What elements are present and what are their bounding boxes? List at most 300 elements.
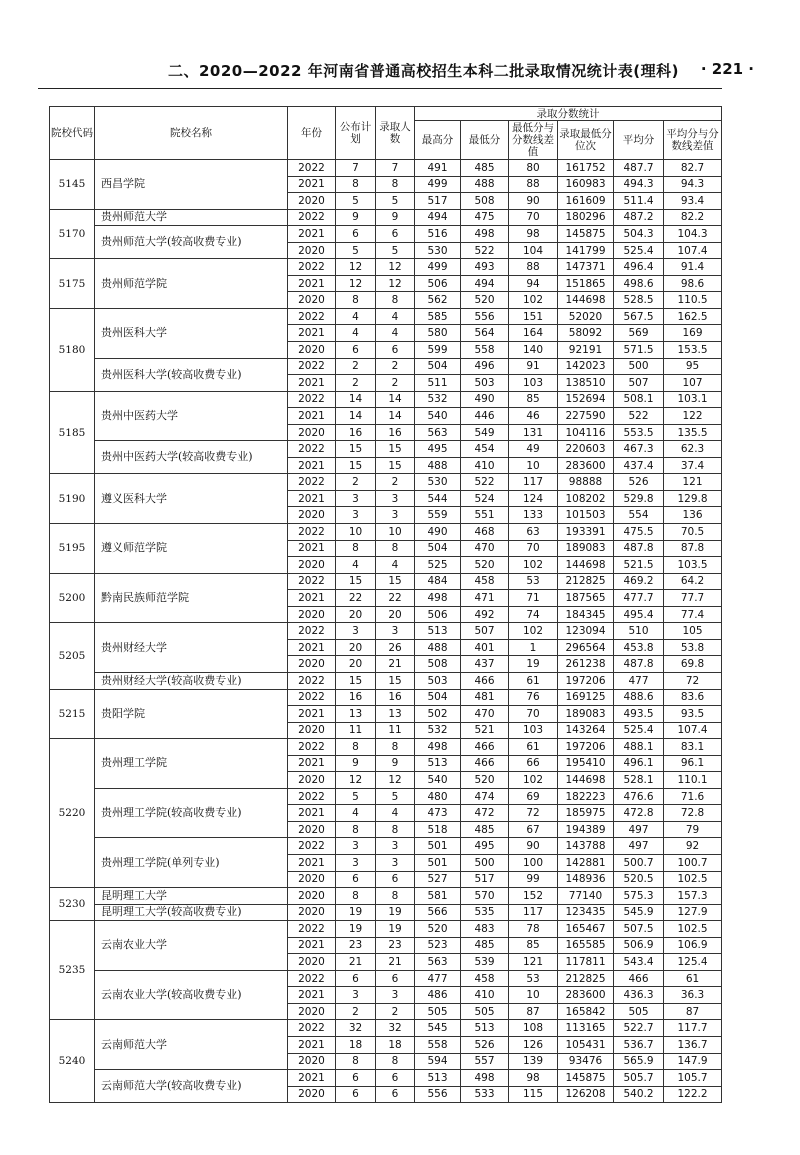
highest-cell: 532: [415, 722, 461, 739]
year-cell: 2021: [288, 755, 336, 772]
lowest-rank-cell: 138510: [558, 375, 614, 392]
admitted-cell: 15: [376, 457, 415, 474]
lowest-rank-cell: 108202: [558, 490, 614, 507]
average-cell: 520.5: [614, 871, 664, 888]
lowest-diff-cell: 164: [509, 325, 558, 342]
lowest-diff-cell: 49: [509, 441, 558, 458]
avg-diff-cell: 100.7: [664, 854, 722, 871]
lowest-cell: 498: [461, 226, 509, 243]
school-name-cell: 贵州中医药大学(较高收费专业): [95, 441, 288, 474]
highest-cell: 523: [415, 937, 461, 954]
admitted-cell: 8: [376, 888, 415, 905]
avg-diff-cell: 61: [664, 970, 722, 987]
lowest-diff-cell: 121: [509, 954, 558, 971]
lowest-cell: 521: [461, 722, 509, 739]
highest-cell: 566: [415, 904, 461, 921]
avg-diff-cell: 83.6: [664, 689, 722, 706]
highest-cell: 501: [415, 854, 461, 871]
highest-cell: 556: [415, 1086, 461, 1103]
year-cell: 2021: [288, 1036, 336, 1053]
lowest-diff-cell: 117: [509, 474, 558, 491]
lowest-cell: 570: [461, 888, 509, 905]
admitted-cell: 8: [376, 292, 415, 309]
year-cell: 2022: [288, 788, 336, 805]
avg-diff-cell: 107.4: [664, 722, 722, 739]
lowest-cell: 490: [461, 391, 509, 408]
average-cell: 496.4: [614, 259, 664, 276]
lowest-diff-cell: 85: [509, 937, 558, 954]
lowest-rank-cell: 193391: [558, 524, 614, 541]
plan-cell: 6: [336, 970, 376, 987]
year-cell: 2021: [288, 457, 336, 474]
admitted-cell: 32: [376, 1020, 415, 1037]
table-row: [50, 308, 722, 325]
plan-cell: 3: [336, 490, 376, 507]
admitted-cell: 3: [376, 838, 415, 855]
admitted-cell: 4: [376, 325, 415, 342]
table-row: [50, 209, 722, 226]
lowest-cell: 535: [461, 904, 509, 921]
average-cell: 528.1: [614, 772, 664, 789]
year-cell: 2022: [288, 391, 336, 408]
year-cell: 2022: [288, 259, 336, 276]
col-header-lowest-diff: 最低分与分数线差值: [509, 121, 558, 160]
lowest-rank-cell: 126208: [558, 1086, 614, 1103]
lowest-diff-cell: 133: [509, 507, 558, 524]
average-cell: 567.5: [614, 308, 664, 325]
avg-diff-cell: 79: [664, 821, 722, 838]
table-row: [50, 259, 722, 276]
year-cell: 2022: [288, 308, 336, 325]
plan-cell: 13: [336, 706, 376, 723]
year-cell: 2021: [288, 854, 336, 871]
year-cell: 2022: [288, 441, 336, 458]
school-code-cell: 5200: [50, 573, 95, 623]
year-cell: 2020: [288, 424, 336, 441]
school-code-cell: 5240: [50, 1020, 95, 1103]
highest-cell: 563: [415, 954, 461, 971]
average-cell: 487.7: [614, 160, 664, 177]
lowest-cell: 471: [461, 590, 509, 607]
lowest-diff-cell: 72: [509, 805, 558, 822]
avg-diff-cell: 71.6: [664, 788, 722, 805]
admitted-cell: 4: [376, 308, 415, 325]
year-cell: 2022: [288, 739, 336, 756]
lowest-diff-cell: 71: [509, 590, 558, 607]
year-cell: 2021: [288, 987, 336, 1004]
year-cell: 2020: [288, 242, 336, 259]
admitted-cell: 21: [376, 656, 415, 673]
avg-diff-cell: 64.2: [664, 573, 722, 590]
admitted-cell: 11: [376, 722, 415, 739]
admitted-cell: 18: [376, 1036, 415, 1053]
average-cell: 553.5: [614, 424, 664, 441]
col-header-plan: 公布计划: [336, 107, 376, 160]
admitted-cell: 5: [376, 788, 415, 805]
highest-cell: 484: [415, 573, 461, 590]
school-name-cell: 贵州师范大学(较高收费专业): [95, 226, 288, 259]
lowest-diff-cell: 53: [509, 573, 558, 590]
avg-diff-cell: 72.8: [664, 805, 722, 822]
table-row: [50, 904, 722, 921]
lowest-diff-cell: 151: [509, 308, 558, 325]
plan-cell: 15: [336, 441, 376, 458]
lowest-cell: 551: [461, 507, 509, 524]
average-cell: 469.2: [614, 573, 664, 590]
school-code-cell: 5185: [50, 391, 95, 474]
highest-cell: 494: [415, 209, 461, 226]
highest-cell: 530: [415, 242, 461, 259]
lowest-cell: 505: [461, 1003, 509, 1020]
school-name-cell: 云南师范大学(较高收费专业): [95, 1070, 288, 1103]
lowest-diff-cell: 140: [509, 342, 558, 359]
plan-cell: 9: [336, 755, 376, 772]
lowest-diff-cell: 131: [509, 424, 558, 441]
plan-cell: 8: [336, 821, 376, 838]
admitted-cell: 26: [376, 639, 415, 656]
admitted-cell: 8: [376, 821, 415, 838]
avg-diff-cell: 77.4: [664, 606, 722, 623]
plan-cell: 3: [336, 987, 376, 1004]
year-cell: 2021: [288, 540, 336, 557]
school-name-cell: 贵州医科大学: [95, 308, 288, 358]
lowest-rank-cell: 92191: [558, 342, 614, 359]
lowest-rank-cell: 143788: [558, 838, 614, 855]
plan-cell: 8: [336, 540, 376, 557]
avg-diff-cell: 87.8: [664, 540, 722, 557]
lowest-diff-cell: 102: [509, 772, 558, 789]
year-cell: 2022: [288, 358, 336, 375]
lowest-rank-cell: 212825: [558, 970, 614, 987]
admitted-cell: 6: [376, 1086, 415, 1103]
col-header-code: 院校代码: [50, 107, 95, 160]
year-cell: 2020: [288, 193, 336, 210]
admitted-cell: 15: [376, 441, 415, 458]
lowest-diff-cell: 102: [509, 623, 558, 640]
admitted-cell: 3: [376, 490, 415, 507]
year-cell: 2021: [288, 937, 336, 954]
table-row: [50, 1070, 722, 1087]
table-row: [50, 226, 722, 243]
highest-cell: 508: [415, 656, 461, 673]
lowest-diff-cell: 88: [509, 176, 558, 193]
highest-cell: 491: [415, 160, 461, 177]
average-cell: 505.7: [614, 1070, 664, 1087]
plan-cell: 8: [336, 292, 376, 309]
school-name-cell: 云南农业大学(较高收费专业): [95, 970, 288, 1020]
avg-diff-cell: 135.5: [664, 424, 722, 441]
table-row: [50, 739, 722, 756]
average-cell: 571.5: [614, 342, 664, 359]
average-cell: 504.3: [614, 226, 664, 243]
year-cell: 2022: [288, 573, 336, 590]
lowest-cell: 446: [461, 408, 509, 425]
average-cell: 487.8: [614, 656, 664, 673]
plan-cell: 4: [336, 805, 376, 822]
admitted-cell: 2: [376, 358, 415, 375]
lowest-rank-cell: 165467: [558, 921, 614, 938]
school-code-cell: 5215: [50, 689, 95, 739]
average-cell: 487.8: [614, 540, 664, 557]
lowest-diff-cell: 69: [509, 788, 558, 805]
average-cell: 493.5: [614, 706, 664, 723]
admitted-cell: 12: [376, 275, 415, 292]
year-cell: 2022: [288, 672, 336, 689]
lowest-cell: 437: [461, 656, 509, 673]
lowest-cell: 508: [461, 193, 509, 210]
table-row: [50, 441, 722, 458]
lowest-rank-cell: 169125: [558, 689, 614, 706]
avg-diff-cell: 153.5: [664, 342, 722, 359]
lowest-rank-cell: 77140: [558, 888, 614, 905]
avg-diff-cell: 104.3: [664, 226, 722, 243]
admitted-cell: 10: [376, 524, 415, 541]
lowest-rank-cell: 197206: [558, 739, 614, 756]
lowest-rank-cell: 165842: [558, 1003, 614, 1020]
avg-diff-cell: 62.3: [664, 441, 722, 458]
plan-cell: 9: [336, 209, 376, 226]
avg-diff-cell: 103.1: [664, 391, 722, 408]
lowest-diff-cell: 99: [509, 871, 558, 888]
lowest-diff-cell: 94: [509, 275, 558, 292]
highest-cell: 511: [415, 375, 461, 392]
lowest-cell: 507: [461, 623, 509, 640]
admitted-cell: 6: [376, 342, 415, 359]
school-name-cell: 贵州理工学院(单列专业): [95, 838, 288, 888]
table-row: [50, 921, 722, 938]
avg-diff-cell: 110.1: [664, 772, 722, 789]
highest-cell: 559: [415, 507, 461, 524]
avg-diff-cell: 95: [664, 358, 722, 375]
table-row: [50, 474, 722, 491]
lowest-diff-cell: 126: [509, 1036, 558, 1053]
plan-cell: 5: [336, 193, 376, 210]
table-row: [50, 838, 722, 855]
school-name-cell: 云南师范大学: [95, 1020, 288, 1070]
highest-cell: 545: [415, 1020, 461, 1037]
school-code-cell: 5190: [50, 474, 95, 524]
admitted-cell: 8: [376, 739, 415, 756]
year-cell: 2020: [288, 904, 336, 921]
lowest-diff-cell: 63: [509, 524, 558, 541]
avg-diff-cell: 127.9: [664, 904, 722, 921]
highest-cell: 513: [415, 1070, 461, 1087]
average-cell: 494.3: [614, 176, 664, 193]
lowest-cell: 485: [461, 160, 509, 177]
plan-cell: 22: [336, 590, 376, 607]
lowest-rank-cell: 142881: [558, 854, 614, 871]
lowest-diff-cell: 10: [509, 457, 558, 474]
admitted-cell: 4: [376, 805, 415, 822]
lowest-cell: 410: [461, 987, 509, 1004]
lowest-rank-cell: 145875: [558, 1070, 614, 1087]
average-cell: 528.5: [614, 292, 664, 309]
admitted-cell: 21: [376, 954, 415, 971]
year-cell: 2021: [288, 408, 336, 425]
lowest-diff-cell: 152: [509, 888, 558, 905]
lowest-diff-cell: 88: [509, 259, 558, 276]
admitted-cell: 2: [376, 474, 415, 491]
plan-cell: 6: [336, 226, 376, 243]
year-cell: 2021: [288, 805, 336, 822]
lowest-rank-cell: 184345: [558, 606, 614, 623]
plan-cell: 2: [336, 1003, 376, 1020]
admitted-cell: 9: [376, 209, 415, 226]
lowest-diff-cell: 87: [509, 1003, 558, 1020]
year-cell: 2021: [288, 490, 336, 507]
year-cell: 2020: [288, 606, 336, 623]
header-rule: [38, 88, 722, 89]
highest-cell: 527: [415, 871, 461, 888]
plan-cell: 20: [336, 639, 376, 656]
highest-cell: 585: [415, 308, 461, 325]
highest-cell: 495: [415, 441, 461, 458]
lowest-cell: 517: [461, 871, 509, 888]
lowest-rank-cell: 142023: [558, 358, 614, 375]
admitted-cell: 13: [376, 706, 415, 723]
admitted-cell: 23: [376, 937, 415, 954]
avg-diff-cell: 91.4: [664, 259, 722, 276]
year-cell: 2020: [288, 1003, 336, 1020]
lowest-rank-cell: 161609: [558, 193, 614, 210]
highest-cell: 488: [415, 639, 461, 656]
highest-cell: 503: [415, 672, 461, 689]
average-cell: 554: [614, 507, 664, 524]
lowest-diff-cell: 85: [509, 391, 558, 408]
lowest-rank-cell: 212825: [558, 573, 614, 590]
avg-diff-cell: 53.8: [664, 639, 722, 656]
lowest-rank-cell: 189083: [558, 706, 614, 723]
highest-cell: 513: [415, 755, 461, 772]
header-row-1: [50, 107, 722, 121]
year-cell: 2020: [288, 656, 336, 673]
school-name-cell: 贵州医科大学(较高收费专业): [95, 358, 288, 391]
highest-cell: 558: [415, 1036, 461, 1053]
lowest-diff-cell: 139: [509, 1053, 558, 1070]
average-cell: 466: [614, 970, 664, 987]
lowest-cell: 474: [461, 788, 509, 805]
lowest-rank-cell: 104116: [558, 424, 614, 441]
highest-cell: 563: [415, 424, 461, 441]
avg-diff-cell: 94.3: [664, 176, 722, 193]
admitted-cell: 12: [376, 772, 415, 789]
lowest-cell: 522: [461, 474, 509, 491]
table-row: [50, 391, 722, 408]
school-name-cell: 贵州理工学院: [95, 739, 288, 789]
lowest-diff-cell: 91: [509, 358, 558, 375]
average-cell: 540.2: [614, 1086, 664, 1103]
lowest-cell: 513: [461, 1020, 509, 1037]
col-header-highest: 最高分: [415, 121, 461, 160]
admitted-cell: 2: [376, 375, 415, 392]
highest-cell: 499: [415, 176, 461, 193]
avg-diff-cell: 83.1: [664, 739, 722, 756]
lowest-diff-cell: 104: [509, 242, 558, 259]
average-cell: 475.5: [614, 524, 664, 541]
admitted-cell: 6: [376, 1070, 415, 1087]
avg-diff-cell: 147.9: [664, 1053, 722, 1070]
table-row: [50, 524, 722, 541]
lowest-rank-cell: 141799: [558, 242, 614, 259]
school-name-cell: 昆明理工大学(较高收费专业): [95, 904, 288, 921]
lowest-cell: 470: [461, 706, 509, 723]
lowest-cell: 549: [461, 424, 509, 441]
lowest-cell: 493: [461, 259, 509, 276]
table-row: [50, 970, 722, 987]
school-code-cell: 5235: [50, 921, 95, 1020]
avg-diff-cell: 162.5: [664, 308, 722, 325]
lowest-cell: 539: [461, 954, 509, 971]
admitted-cell: 6: [376, 970, 415, 987]
lowest-cell: 454: [461, 441, 509, 458]
lowest-rank-cell: 161752: [558, 160, 614, 177]
average-cell: 496.1: [614, 755, 664, 772]
admitted-cell: 16: [376, 689, 415, 706]
admitted-cell: 5: [376, 242, 415, 259]
highest-cell: 540: [415, 772, 461, 789]
school-name-cell: 云南农业大学: [95, 921, 288, 971]
plan-cell: 10: [336, 524, 376, 541]
lowest-rank-cell: 145875: [558, 226, 614, 243]
year-cell: 2022: [288, 970, 336, 987]
highest-cell: 504: [415, 358, 461, 375]
lowest-rank-cell: 189083: [558, 540, 614, 557]
lowest-diff-cell: 117: [509, 904, 558, 921]
avg-diff-cell: 129.8: [664, 490, 722, 507]
plan-cell: 2: [336, 375, 376, 392]
year-cell: 2021: [288, 375, 336, 392]
highest-cell: 599: [415, 342, 461, 359]
lowest-diff-cell: 108: [509, 1020, 558, 1037]
plan-cell: 8: [336, 176, 376, 193]
school-name-cell: 遵义师范学院: [95, 524, 288, 574]
admitted-cell: 22: [376, 590, 415, 607]
plan-cell: 15: [336, 457, 376, 474]
avg-diff-cell: 105: [664, 623, 722, 640]
plan-cell: 12: [336, 259, 376, 276]
average-cell: 477: [614, 672, 664, 689]
lowest-cell: 503: [461, 375, 509, 392]
avg-diff-cell: 106.9: [664, 937, 722, 954]
plan-cell: 11: [336, 722, 376, 739]
avg-diff-cell: 96.1: [664, 755, 722, 772]
avg-diff-cell: 102.5: [664, 921, 722, 938]
lowest-diff-cell: 103: [509, 722, 558, 739]
plan-cell: 8: [336, 739, 376, 756]
lowest-rank-cell: 227590: [558, 408, 614, 425]
highest-cell: 580: [415, 325, 461, 342]
year-cell: 2020: [288, 292, 336, 309]
year-cell: 2021: [288, 226, 336, 243]
table-row: [50, 358, 722, 375]
year-cell: 2021: [288, 325, 336, 342]
year-cell: 2020: [288, 888, 336, 905]
average-cell: 436.3: [614, 987, 664, 1004]
col-header-lowest-rank: 录取最低分位次: [558, 121, 614, 160]
lowest-rank-cell: 160983: [558, 176, 614, 193]
average-cell: 498.6: [614, 275, 664, 292]
avg-diff-cell: 70.5: [664, 524, 722, 541]
average-cell: 525.4: [614, 722, 664, 739]
lowest-cell: 488: [461, 176, 509, 193]
year-cell: 2022: [288, 1020, 336, 1037]
average-cell: 505: [614, 1003, 664, 1020]
avg-diff-cell: 121: [664, 474, 722, 491]
highest-cell: 480: [415, 788, 461, 805]
lowest-cell: 520: [461, 557, 509, 574]
highest-cell: 504: [415, 540, 461, 557]
year-cell: 2020: [288, 507, 336, 524]
